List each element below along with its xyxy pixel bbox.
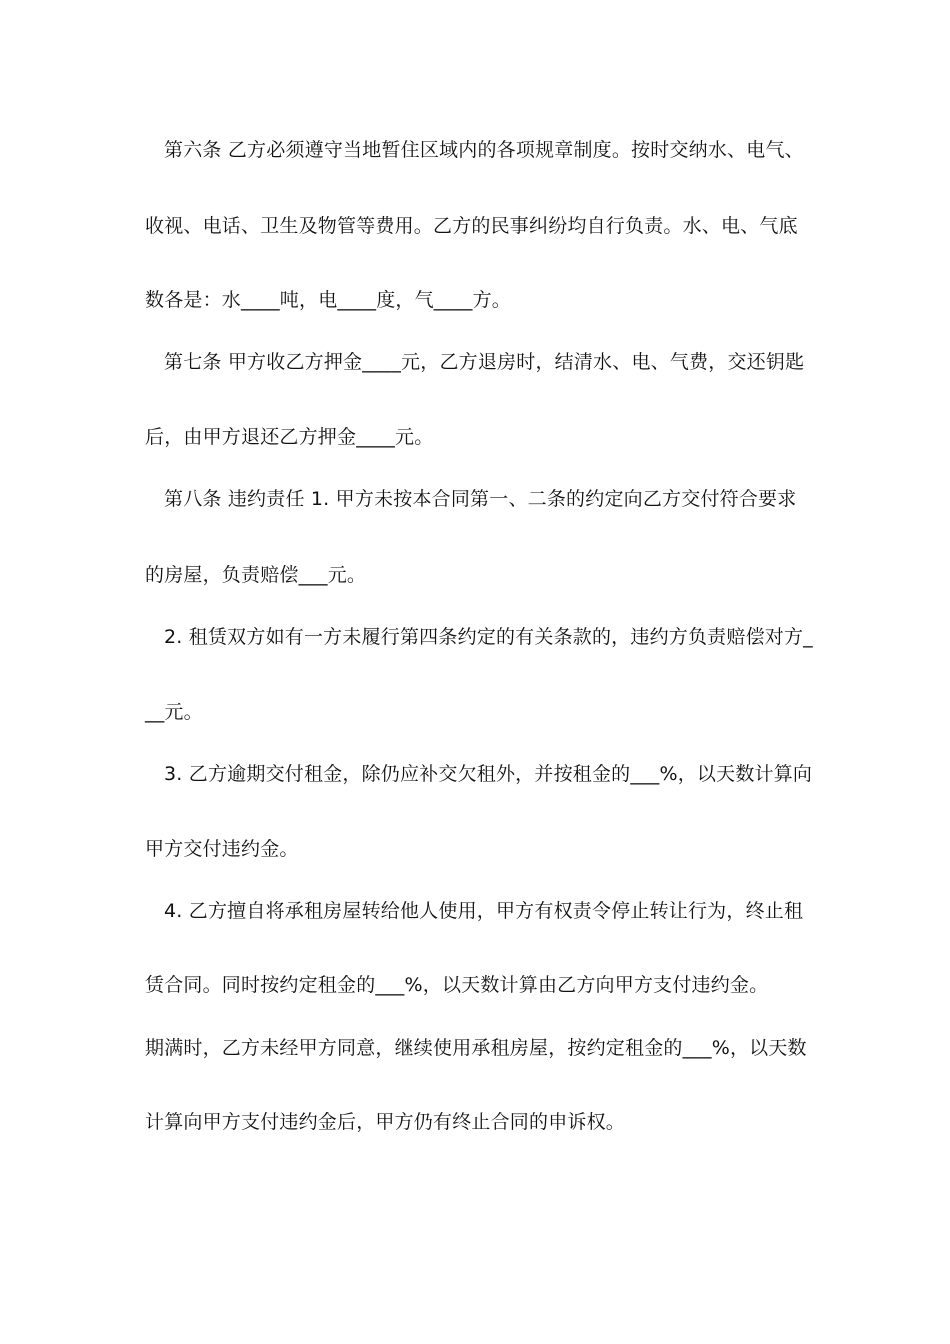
clause-8-line-2: 的房屋，负责赔偿___元。	[145, 564, 367, 586]
clause-7-line-1: 第七条 甲方收乙方押金____元，乙方退房时，结清水、电、气费，交还钥匙	[164, 351, 805, 373]
clause-8-item-3-line-1: 3. 乙方逾期交付租金，除仍应补交欠租外，并按租金的___%，以天数计算向	[164, 763, 813, 785]
clause-8-item-4-line-2: 赁合同。同时按约定租金的___%，以天数计算由乙方向甲方支付违约金。	[145, 974, 769, 996]
clause-8-item-2-line-2: __元。	[145, 701, 203, 723]
clause-8-line-1: 第八条 违约责任 1. 甲方未按本合同第一、二条的约定向乙方交付符合要求	[164, 488, 797, 510]
clause-7-line-2: 后，由甲方退还乙方押金____元。	[145, 426, 434, 448]
expiry-line-1: 期满时，乙方未经甲方同意，继续使用承租房屋，按约定租金的___%，以天数	[145, 1037, 807, 1059]
clause-6-line-1: 第六条 乙方必须遵守当地暂住区域内的各项规章制度。按时交纳水、电气、	[164, 139, 804, 161]
clause-6-line-3: 数各是：水____吨，电____度，气____方。	[145, 289, 512, 311]
expiry-line-2: 计算向甲方支付违约金后，甲方仍有终止合同的申诉权。	[145, 1111, 626, 1133]
clause-8-item-4-line-1: 4. 乙方擅自将承租房屋转给他人使用，甲方有权责令停止转让行为，终止租	[164, 900, 804, 922]
clause-8-item-3-line-2: 甲方交付违约金。	[145, 838, 299, 860]
clause-8-item-2-line-1: 2. 租赁双方如有一方未履行第四条约定的有关条款的，违约方负责赔偿对方_	[164, 626, 813, 648]
clause-6-line-2: 收视、电话、卫生及物管等费用。乙方的民事纠纷均自行负责。水、电、气底	[145, 215, 798, 237]
